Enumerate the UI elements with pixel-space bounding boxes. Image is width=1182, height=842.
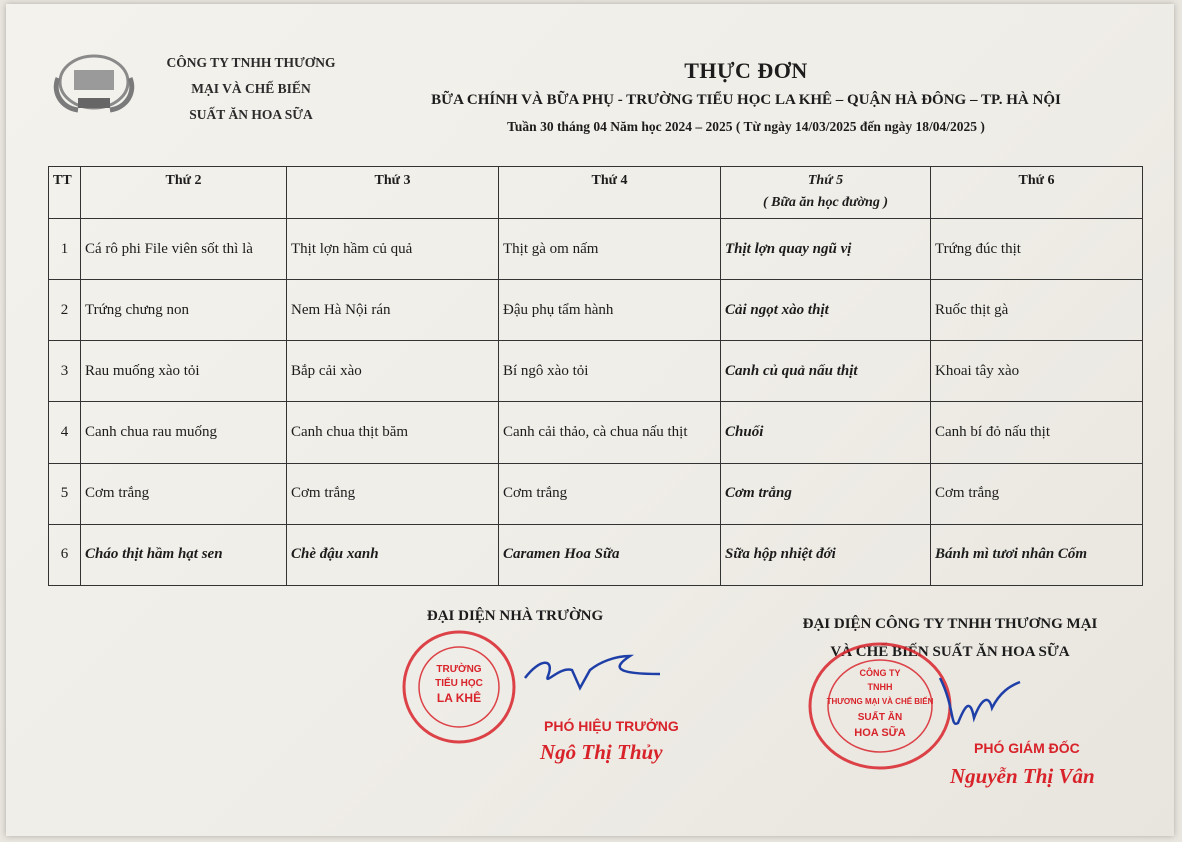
cell-mon: Trứng chưng non [81, 280, 287, 341]
school-stamp [400, 628, 518, 746]
cell-thu: Cơm trắng [721, 463, 931, 524]
company-signer-role: PHÓ GIÁM ĐỐC [974, 740, 1080, 756]
header-tt: TT [49, 167, 81, 219]
stamp-text: THƯƠNG MẠI VÀ CHẾ BIẾN [826, 697, 934, 706]
company-name [146, 50, 356, 128]
cell-tt: 4 [49, 402, 81, 463]
cell-thu: Sữa hộp nhiệt đới [721, 524, 931, 585]
cell-thu: Chuối [721, 402, 931, 463]
cell-tue: Nem Hà Nội rán [287, 280, 499, 341]
header-thu-label: Thứ 5 [807, 173, 844, 188]
school-signer-name: Ngô Thị Thủy [540, 740, 663, 764]
cell-wed: Thịt gà om nấm [499, 219, 721, 280]
cell-tue: Bắp cải xào [287, 341, 499, 402]
stamp-text: LA KHÊ [436, 691, 482, 705]
company-signature-heading-line: VÀ CHẾ BIẾN SUẤT ĂN HOA SỮA [830, 644, 1070, 660]
cell-tue: Canh chua thịt băm [287, 402, 499, 463]
cell-tt: 5 [49, 463, 81, 524]
table-row [49, 341, 1143, 402]
page-subtitle: BỮA CHÍNH VÀ BỮA PHỤ - TRƯỜNG TIỂU HỌC LA KHÊ – QUẬN HÀ ĐÔNG – TP. HÀ NỘI [431, 92, 1061, 108]
school-signature-heading: ĐẠI DIỆN NHÀ TRƯỜNG [426, 608, 604, 624]
title-block [346, 58, 1146, 135]
table-row [49, 463, 1143, 524]
stamp-text: TRƯỜNG [436, 664, 482, 675]
cell-tt: 1 [49, 219, 81, 280]
school-signer-role: PHÓ HIỆU TRƯỞNG [544, 718, 679, 734]
company-signer-name: Nguyễn Thị Vân [950, 764, 1095, 788]
table-row [49, 280, 1143, 341]
cell-tt: 2 [49, 280, 81, 341]
company-name-line: CÔNG TY TNHH THƯƠNG [166, 55, 336, 70]
company-name-line: SUẤT ĂN HOA SỮA [189, 107, 313, 122]
table-row [49, 402, 1143, 463]
table-row [49, 219, 1143, 280]
cell-wed: Đậu phụ tẩm hành [499, 280, 721, 341]
cell-wed: Bí ngô xào tỏi [499, 341, 721, 402]
menu-table [48, 166, 1143, 586]
header-mon: Thứ 2 [81, 167, 287, 219]
company-signature-scribble [930, 668, 1030, 738]
cell-tt: 3 [49, 341, 81, 402]
table-header-row [49, 167, 1143, 219]
week-range: Tuần 30 tháng 04 Năm học 2024 – 2025 ( Từ ngày 14/03/2025 đến ngày 18/04/2025 ) [507, 119, 985, 134]
cell-wed: Canh cải thảo, cà chua nấu thịt [499, 402, 721, 463]
header-thu [721, 167, 931, 219]
cell-fri: Canh bí đỏ nấu thịt [931, 402, 1143, 463]
cell-fri: Bánh mì tươi nhân Cốm [931, 524, 1143, 585]
cell-wed: Caramen Hoa Sữa [499, 524, 721, 585]
page-title: THỰC ĐƠN [684, 58, 808, 83]
company-signature-heading-line: ĐẠI DIỆN CÔNG TY TNHH THƯƠNG MẠI [802, 616, 1098, 632]
cell-mon: Canh chua rau muống [81, 402, 287, 463]
header-fri: Thứ 6 [931, 167, 1143, 219]
cell-fri: Trứng đúc thịt [931, 219, 1143, 280]
cell-mon: Rau muống xào tỏi [81, 341, 287, 402]
stamp-text: SUẤT ĂN [857, 712, 903, 723]
stamp-text: CÔNG TY [859, 668, 901, 678]
stamp-text: HOA SỮA [854, 727, 906, 739]
table-row [49, 524, 1143, 585]
company-name-line: MẠI VÀ CHẾ BIẾN [191, 81, 311, 96]
stamp-text: TNHH [867, 682, 893, 692]
cell-tue: Thịt lợn hầm củ quả [287, 219, 499, 280]
cell-tt: 6 [49, 524, 81, 585]
cell-thu: Thịt lợn quay ngũ vị [721, 219, 931, 280]
header-tue: Thứ 3 [287, 167, 499, 219]
header-thu-note: ( Bữa ăn học đường ) [762, 195, 889, 210]
cell-tue: Chè đậu xanh [287, 524, 499, 585]
cell-mon: Cá rô phi File viên sốt thì là [81, 219, 287, 280]
cell-tue: Cơm trắng [287, 463, 499, 524]
cell-wed: Cơm trắng [499, 463, 721, 524]
cell-thu: Canh củ quả nấu thịt [721, 341, 931, 402]
cell-fri: Cơm trắng [931, 463, 1143, 524]
cell-fri: Ruốc thịt gà [931, 280, 1143, 341]
cell-mon: Cháo thịt hầm hạt sen [81, 524, 287, 585]
school-signature-scribble [520, 648, 670, 698]
cell-mon: Cơm trắng [81, 463, 287, 524]
cell-thu: Cải ngọt xào thịt [721, 280, 931, 341]
stamp-text: TIỂU HỌC [435, 678, 483, 689]
cell-fri: Khoai tây xào [931, 341, 1143, 402]
company-logo [48, 48, 140, 118]
header-wed: Thứ 4 [499, 167, 721, 219]
